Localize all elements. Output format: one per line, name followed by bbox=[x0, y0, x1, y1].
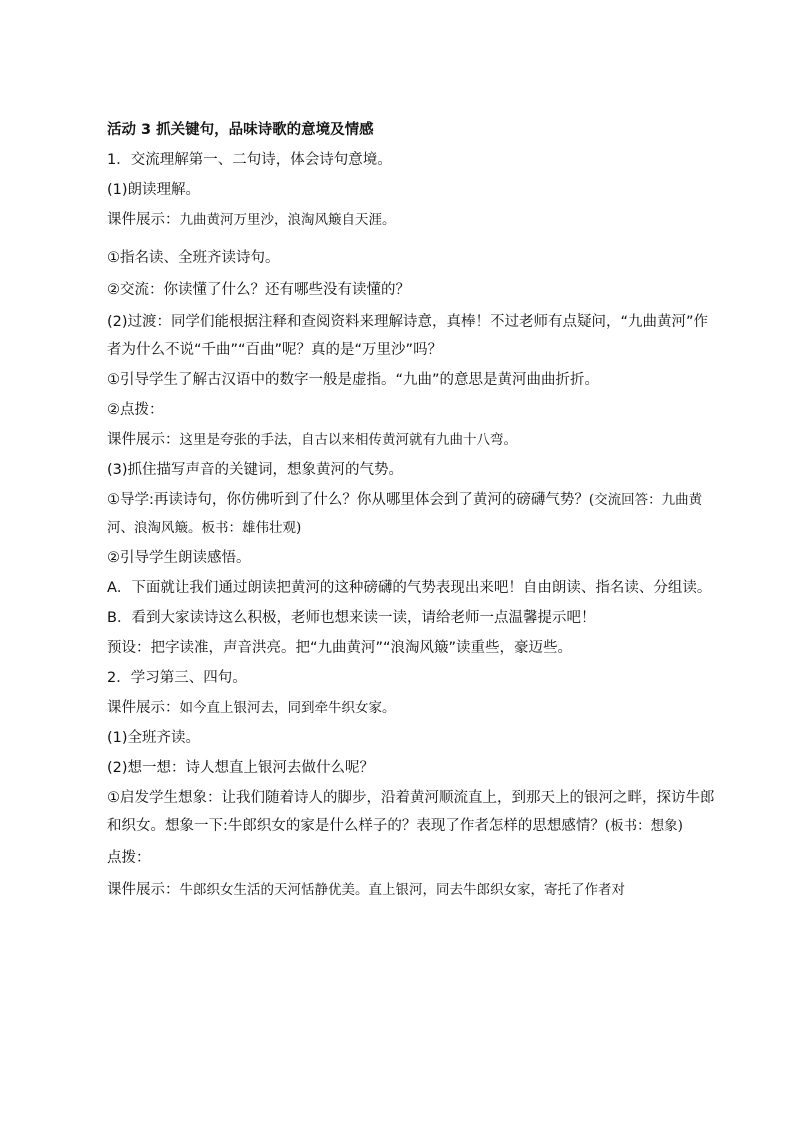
step-line bbox=[107, 396, 719, 424]
sub-item bbox=[107, 456, 719, 484]
answer-note: (板书：想象) bbox=[604, 818, 683, 834]
line-text: B．看到大家读诗这么积极，老师也想来读一读，请给老师一点温馨提示吧！ bbox=[107, 610, 596, 626]
line-text: ①启发学生想象：让我们随着诗人的脚步，沿着黄河顺流直上，到那天上的银河之畔，探访牛郎和织女。想象一下:牛郎织女的家是什么样子的？表现了作者怎样的思想感情？ bbox=[107, 790, 715, 834]
step-line bbox=[107, 604, 719, 632]
line-text: ①引导学生了解古汉语中的数字一般是虚指。“九曲”的意思是黄河曲曲折折。 bbox=[107, 372, 600, 388]
line-text: (1)朗读理解。 bbox=[107, 182, 201, 198]
line-text: (2)过渡：同学们能根据注释和查阅资料来理解诗意，真棒！不过老师有点疑问，“九曲黄河”作者为什么不说“千曲”“百曲”呢？真的是“万里沙”吗？ bbox=[107, 314, 709, 358]
item-heading bbox=[107, 146, 719, 174]
courseware-line bbox=[107, 206, 719, 234]
line-text: 点拨： bbox=[107, 850, 151, 866]
step-line bbox=[107, 844, 719, 872]
line-text: 预设：把字读准，声音洪亮。把“九曲黄河”“浪淘风簸”读重些，豪迈些。 bbox=[107, 640, 573, 656]
line-text: ②点拨： bbox=[107, 402, 164, 418]
step-line bbox=[107, 244, 719, 272]
line-text: 1．交流理解第一、二句诗，体会诗句意境。 bbox=[107, 152, 392, 168]
courseware-prefix: 课件展示： bbox=[107, 212, 180, 228]
heading-text: 活动 3 抓关键句，品味诗歌的意境及情感 bbox=[107, 122, 374, 138]
line-text: ①导学:再读诗句，你仿佛听到了什么？你从哪里体会到了黄河的磅礴气势？ bbox=[107, 492, 589, 508]
step-line bbox=[107, 574, 719, 602]
sub-item bbox=[107, 176, 719, 204]
sub-item bbox=[107, 724, 719, 752]
step-line bbox=[107, 486, 719, 542]
line-text: ②交流：你读懂了什么？还有哪些没有读懂的？ bbox=[107, 282, 410, 298]
sub-item bbox=[107, 754, 719, 782]
courseware-text: 九曲黄河万里沙，浪淘风簸自天涯。 bbox=[179, 212, 396, 228]
courseware-text: 牛郎织女生活的天河恬静优美。直上银河，同去牛郎织女家，寄托了作者对 bbox=[179, 882, 625, 898]
courseware-prefix: 课件展示： bbox=[107, 432, 180, 448]
courseware-line bbox=[107, 876, 719, 904]
preset-line bbox=[107, 634, 719, 662]
step-line bbox=[107, 784, 719, 840]
sub-item bbox=[107, 308, 719, 364]
line-text: A．下面就让我们通过朗读把黄河的这种磅礴的气势表现出来吧！自由朗读、指名读、分组读。 bbox=[107, 580, 712, 596]
courseware-line bbox=[107, 426, 719, 454]
line-text: 2．学习第三、四句。 bbox=[107, 670, 247, 686]
line-text: ②引导学生朗读感悟。 bbox=[107, 550, 251, 566]
answer-note: (交流回答：九曲黄河、浪淘风簸。板书：雄伟壮观) bbox=[107, 492, 703, 536]
line-text: ①指名读、全班齐读诗句。 bbox=[107, 250, 280, 266]
step-line bbox=[107, 544, 719, 572]
line-text: (1)全班齐读。 bbox=[107, 730, 201, 746]
item-heading bbox=[107, 664, 719, 692]
activity-heading bbox=[107, 116, 719, 144]
courseware-prefix: 课件展示： bbox=[107, 882, 180, 898]
line-text: (2)想一想：诗人想直上银河去做什么呢？ bbox=[107, 760, 375, 776]
line-text: (3)抓住描写声音的关键词，想象黄河的气势。 bbox=[107, 462, 404, 478]
courseware-text: 如今直上银河去，同到牵牛织女家。 bbox=[179, 700, 396, 716]
courseware-text: 这里是夸张的手法，自古以来相传黄河就有九曲十八弯。 bbox=[179, 432, 517, 448]
courseware-line bbox=[107, 694, 719, 722]
document-body bbox=[107, 116, 719, 904]
step-line bbox=[107, 366, 719, 394]
courseware-prefix: 课件展示： bbox=[107, 700, 180, 716]
step-line bbox=[107, 276, 719, 304]
